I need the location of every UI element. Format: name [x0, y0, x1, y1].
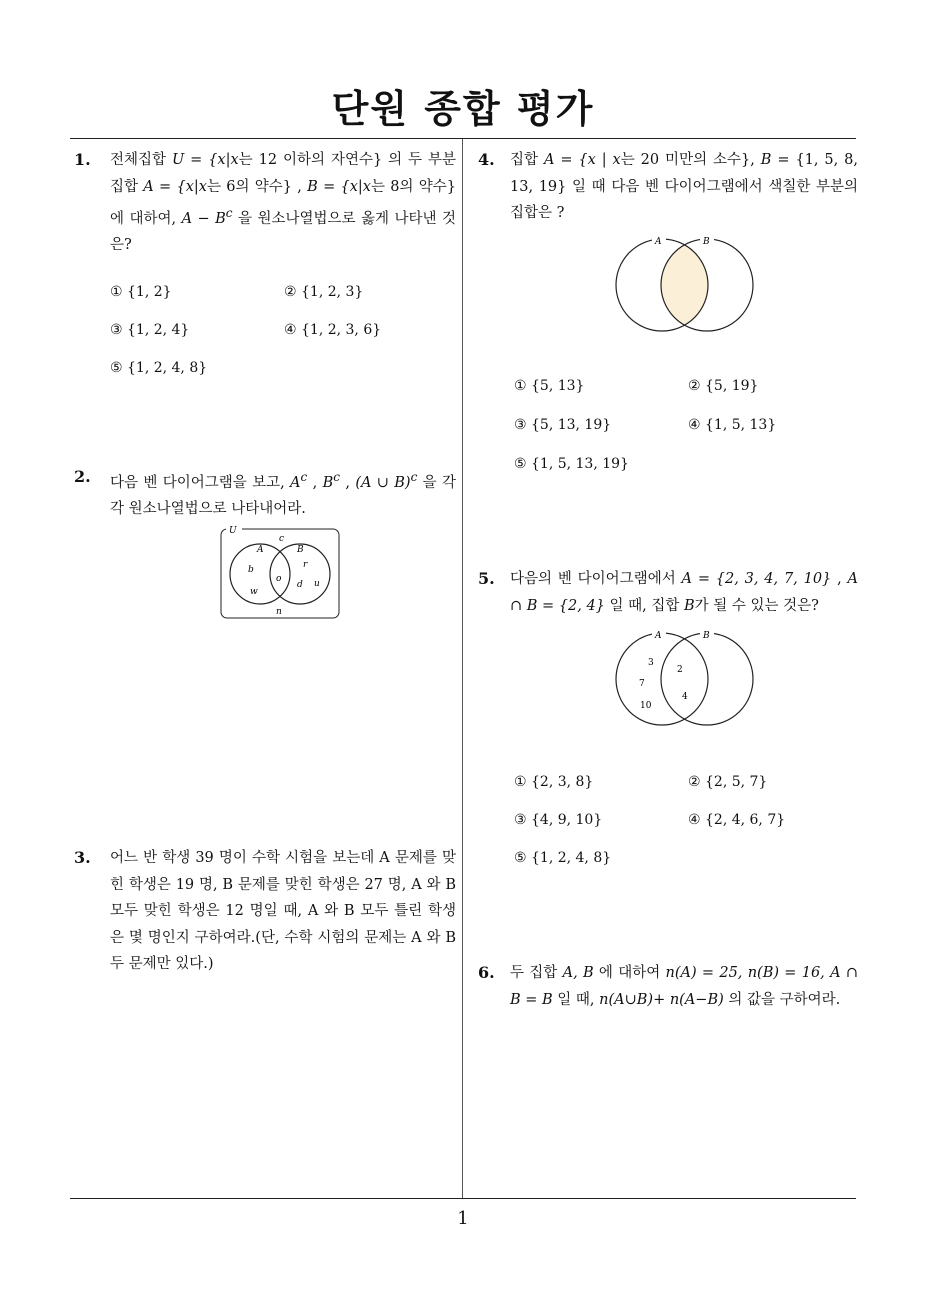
superscript: c: [300, 470, 308, 484]
text-run: 두 집합: [510, 965, 563, 981]
element-7: 7: [639, 679, 645, 689]
question-6: [478, 960, 858, 1013]
question-number: 3.: [74, 848, 91, 867]
set-A-circle: [616, 633, 708, 725]
math-expr: B = {x|x: [307, 178, 371, 195]
choice-5[interactable]: ⑤ {1, 5, 13, 19}: [514, 456, 629, 472]
choice-3[interactable]: ③ {4, 9, 10}: [514, 812, 603, 828]
text-run: 을 각각 원소나열법으로 나타내어라.: [110, 474, 457, 518]
bottom-rule: [70, 1198, 856, 1199]
label-B: B: [703, 237, 710, 247]
element-4: 4: [682, 692, 688, 702]
element-c: c: [279, 534, 285, 544]
math-expr: A = {x | x: [543, 152, 621, 168]
choices: [74, 279, 456, 389]
question-number: 1.: [74, 150, 91, 169]
text-run: 일 때,: [552, 991, 600, 1008]
choice-2[interactable]: ② {5, 19}: [688, 378, 759, 394]
math-expr: (A ∪ B): [355, 474, 411, 491]
choice-4[interactable]: ④ {2, 4, 6, 7}: [688, 812, 786, 828]
question-text: [510, 960, 858, 1013]
page-number: 1: [457, 1208, 469, 1229]
label-A: A: [655, 631, 662, 641]
element-r: r: [303, 560, 308, 570]
venn-diagram-q2: [218, 524, 342, 622]
column-divider: [462, 139, 463, 1199]
element-2: 2: [677, 665, 683, 675]
math-expr: A − B: [181, 210, 226, 227]
top-rule: [70, 138, 856, 139]
math-expr: A: [290, 474, 301, 491]
text-run: ,: [831, 571, 848, 587]
question-4: [478, 147, 858, 227]
q5-choices: [514, 774, 854, 884]
element-w: w: [250, 587, 258, 597]
choice-2[interactable]: ② {2, 5, 7}: [688, 774, 768, 790]
math-expr: A, B: [562, 965, 594, 981]
question-text: [110, 464, 456, 523]
superscript: c: [333, 470, 341, 484]
text-run: 일 때, 집합: [604, 597, 684, 614]
venn-diagram-q4: [610, 232, 760, 334]
text-run: 다음 벤 다이어그램을 보고,: [110, 474, 291, 491]
text-run: 는 20 미만의 소수},: [620, 152, 761, 168]
set-B-circle: [661, 633, 753, 725]
choice-1[interactable]: ① {1, 2}: [110, 283, 172, 300]
element-n: n: [276, 607, 282, 617]
superscript: c: [225, 206, 233, 220]
text-run: 의 값을 구하여라.: [723, 991, 841, 1008]
superscript: c: [410, 470, 418, 484]
text-run: ,: [307, 474, 323, 491]
label-U: U: [229, 526, 237, 536]
element-d: d: [297, 580, 303, 590]
label-A: A: [655, 237, 662, 247]
element-o: o: [276, 574, 282, 584]
text-run: 을 원소나열법으로 옳게 나타낸 것은?: [110, 210, 456, 254]
question-number: 2.: [74, 467, 91, 486]
math-expr: B: [683, 597, 695, 614]
text-run: 집합: [510, 152, 544, 168]
math-expr: n(A) = 25, n(B) = 16, A ∩ B = B: [510, 965, 858, 1008]
math-expr: A ∩ B = {2, 4}: [510, 571, 859, 614]
element-b: b: [248, 565, 254, 575]
element-u: u: [314, 579, 320, 589]
text-run: 는 12 이하의 자연수} 의 두 부분 집합: [110, 152, 456, 195]
question-5: [478, 566, 858, 619]
question-number: 6.: [478, 963, 495, 982]
choice-4[interactable]: ④ {1, 5, 13}: [688, 417, 777, 433]
math-expr: A = {2, 3, 4, 7, 10}: [681, 571, 832, 587]
choice-3[interactable]: ③ {1, 2, 4}: [110, 321, 190, 338]
question-text: [510, 566, 858, 619]
choice-5[interactable]: ⑤ {1, 2, 4, 8}: [110, 359, 208, 376]
q4-choices: [514, 378, 854, 488]
question-1: [74, 147, 456, 389]
page-title: 단원 종합 평가: [331, 87, 595, 131]
element-3: 3: [648, 658, 654, 668]
text-run: 는 8의 약수} 에 대하여,: [110, 178, 456, 227]
venn-diagram-q5: [610, 626, 760, 728]
choice-1[interactable]: ① {2, 3, 8}: [514, 774, 594, 790]
question-text: 어느 반 학생 39 명이 수학 시험을 보는데 A 문제를 맞힌 학생은 19 명, B 문제를 맞힌 학생은 27 명, A 와 B 모두 맞힌 학생은 12 명일 때, A 와 B 모두 틀린 학생은 몇 명인지 구하여라.(단, 수학 시험의 문제는 A 와 B 두 문제만 있다.): [110, 850, 456, 972]
label-B: B: [297, 545, 304, 555]
choice-2[interactable]: ② {1, 2, 3}: [284, 283, 364, 300]
question-2: [74, 464, 456, 523]
label-B: B: [703, 631, 710, 641]
question-text: [510, 147, 858, 227]
text-run: 다음의 벤 다이어그램에서: [510, 571, 682, 587]
text-run: {1, 5, 8, 13, 19} 일 때 다음 벤 다이어그램에서 색칠한 부분의 집합은 ?: [510, 152, 859, 221]
text-run: ,: [340, 474, 356, 491]
question-text: [110, 147, 456, 259]
text-run: 가 될 수 있는 것은?: [694, 597, 819, 614]
choice-1[interactable]: ① {5, 13}: [514, 378, 585, 394]
choice-5[interactable]: ⑤ {1, 2, 4, 8}: [514, 850, 612, 866]
question-number: 4.: [478, 150, 495, 169]
math-expr: B =: [760, 152, 790, 168]
label-A: A: [257, 545, 264, 555]
choice-4[interactable]: ④ {1, 2, 3, 6}: [284, 321, 382, 338]
question-number: 5.: [478, 569, 495, 588]
math-expr: A = {x|x: [143, 178, 207, 195]
text-run: 는 6의 약수} ,: [206, 178, 308, 195]
question-3: [74, 845, 456, 978]
element-10: 10: [640, 701, 652, 711]
text-run: 에 대하여: [593, 965, 666, 981]
text-run: 전체집합: [110, 152, 172, 168]
math-expr: U = {x|x: [171, 152, 239, 168]
choice-3[interactable]: ③ {5, 13, 19}: [514, 417, 612, 433]
math-expr: B: [322, 474, 334, 491]
math-expr: n(A∪B)+ n(A−B): [599, 991, 724, 1008]
